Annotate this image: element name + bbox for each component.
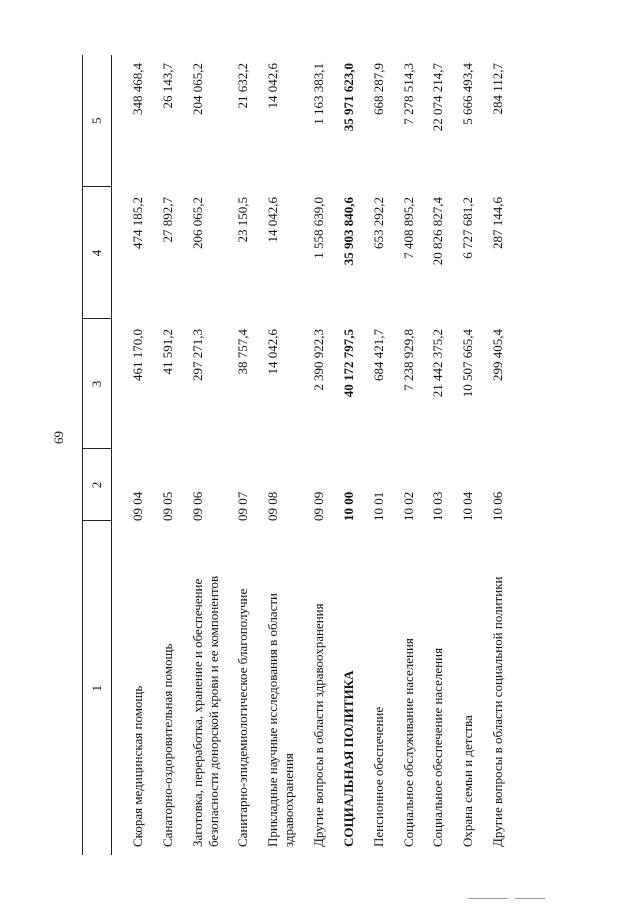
row-value-col3: 41 591,2 xyxy=(159,329,175,375)
row-value-col5: 7 278 514,3 xyxy=(400,63,416,125)
table-row xyxy=(327,55,357,855)
row-value-col3: 7 238 929,8 xyxy=(400,329,416,391)
row-value-col3: 40 172 797,5 xyxy=(340,329,356,398)
row-name-cell: Другие вопросы в области социальной политики xyxy=(490,576,506,847)
row-name-cell: Охрана семьи и детства xyxy=(460,715,476,847)
row-value-col5: 668 287,9 xyxy=(370,63,386,115)
row-name-cell: Прикладные научные исследования в области здравоохранения xyxy=(265,593,297,847)
row-value-col4: 23 150,5 xyxy=(235,197,251,243)
row-code-cell: 09 09 xyxy=(311,491,327,521)
row-name-cell: Пенсионное обеспечение xyxy=(370,706,386,847)
row-value-col4: 1 558 639,0 xyxy=(311,197,327,259)
row-value-col4: 27 892,7 xyxy=(159,197,175,243)
budget-table xyxy=(82,55,506,855)
table-row xyxy=(176,55,222,855)
row-value-col3: 21 442 375,2 xyxy=(430,329,446,398)
row-value-col4: 287 144,6 xyxy=(490,197,506,249)
row-value-col5: 14 042,6 xyxy=(265,63,281,109)
row-value-col5: 22 074 214,7 xyxy=(430,63,446,132)
table-row xyxy=(221,55,251,855)
row-value-col3: 14 042,6 xyxy=(265,329,281,375)
table-row xyxy=(446,55,476,855)
table-row xyxy=(416,55,446,855)
row-code-cell: 10 02 xyxy=(400,491,416,521)
column-header-1: 1 xyxy=(83,521,112,855)
row-name-cell: Санаторно-оздоровительная помощь xyxy=(159,643,175,847)
row-value-col3: 684 421,7 xyxy=(370,329,386,381)
scan-artifact-line xyxy=(468,898,508,899)
row-value-col3: 10 507 665,4 xyxy=(460,329,476,398)
budget-table-container xyxy=(82,55,599,855)
row-code-cell: 09 06 xyxy=(189,491,205,521)
row-value-col3: 297 271,3 xyxy=(189,329,205,381)
scan-artifact-line xyxy=(515,898,545,899)
row-value-col5: 5 666 493,4 xyxy=(460,63,476,125)
row-value-col4: 653 292,2 xyxy=(370,197,386,249)
row-code-cell: 10 03 xyxy=(430,491,446,521)
row-value-col5: 204 065,2 xyxy=(189,63,205,115)
column-header-4: 4 xyxy=(83,187,112,319)
row-value-col4: 474 185,2 xyxy=(130,197,145,249)
table-row xyxy=(476,55,506,855)
row-value-col5: 26 143,7 xyxy=(159,63,175,109)
page-number: 69 xyxy=(51,431,66,444)
row-value-col3: 299 405,4 xyxy=(490,329,506,381)
row-value-col4: 6 727 681,2 xyxy=(460,197,476,259)
row-value-col5: 284 112,7 xyxy=(490,63,506,115)
row-name-cell: Социальное обслуживание населения xyxy=(400,638,416,847)
row-value-col3: 38 757,4 xyxy=(235,329,251,375)
row-code-cell: 09 05 xyxy=(159,491,175,521)
table-row xyxy=(251,55,297,855)
row-value-col4: 35 903 840,6 xyxy=(340,197,356,266)
table-body xyxy=(112,55,507,855)
table-row xyxy=(357,55,387,855)
row-code-cell: 10 06 xyxy=(490,491,506,521)
row-value-col3: 461 170,0 xyxy=(130,329,145,381)
row-value-col3: 2 390 922,3 xyxy=(311,329,327,391)
row-name-cell: СОЦИАЛЬНАЯ ПОЛИТИКА xyxy=(340,670,356,847)
table-row xyxy=(112,55,146,855)
row-name-cell: Скорая медицинская помощь xyxy=(130,685,145,847)
row-code-cell: 09 04 xyxy=(130,491,145,521)
row-value-col5: 1 163 383,1 xyxy=(311,63,327,125)
row-name-cell: Социальное обеспечение населения xyxy=(430,647,446,847)
row-name-cell: Санитарно-эпидемиологическое благополучие xyxy=(235,588,251,847)
table-row xyxy=(387,55,417,855)
table-row xyxy=(146,55,176,855)
row-value-col5: 35 971 623,0 xyxy=(340,63,356,132)
row-code-cell: 10 04 xyxy=(460,491,476,521)
row-code-cell: 09 07 xyxy=(235,491,251,521)
row-value-col4: 206 065,2 xyxy=(189,197,205,249)
row-code-cell: 10 01 xyxy=(370,491,386,521)
row-value-col5: 348 468,4 xyxy=(130,63,145,115)
row-code-cell: 10 00 xyxy=(340,491,356,521)
column-header-3: 3 xyxy=(83,319,112,449)
row-name-cell: Заготовка, переработка, хранение и обеспечение безопасности донорской крови и ее компонентов xyxy=(189,575,221,847)
row-name-cell: Другие вопросы в области здравоохранения xyxy=(311,603,327,847)
row-value-col4: 14 042,6 xyxy=(265,197,281,243)
row-code-cell: 09 08 xyxy=(265,491,281,521)
table-header-row xyxy=(83,55,112,855)
row-value-col4: 20 826 827,4 xyxy=(430,197,446,266)
table-row xyxy=(297,55,327,855)
column-header-2: 2 xyxy=(83,449,112,521)
row-value-col4: 7 408 895,2 xyxy=(400,197,416,259)
row-value-col5: 21 632,2 xyxy=(235,63,251,109)
column-header-5: 5 xyxy=(83,55,112,187)
